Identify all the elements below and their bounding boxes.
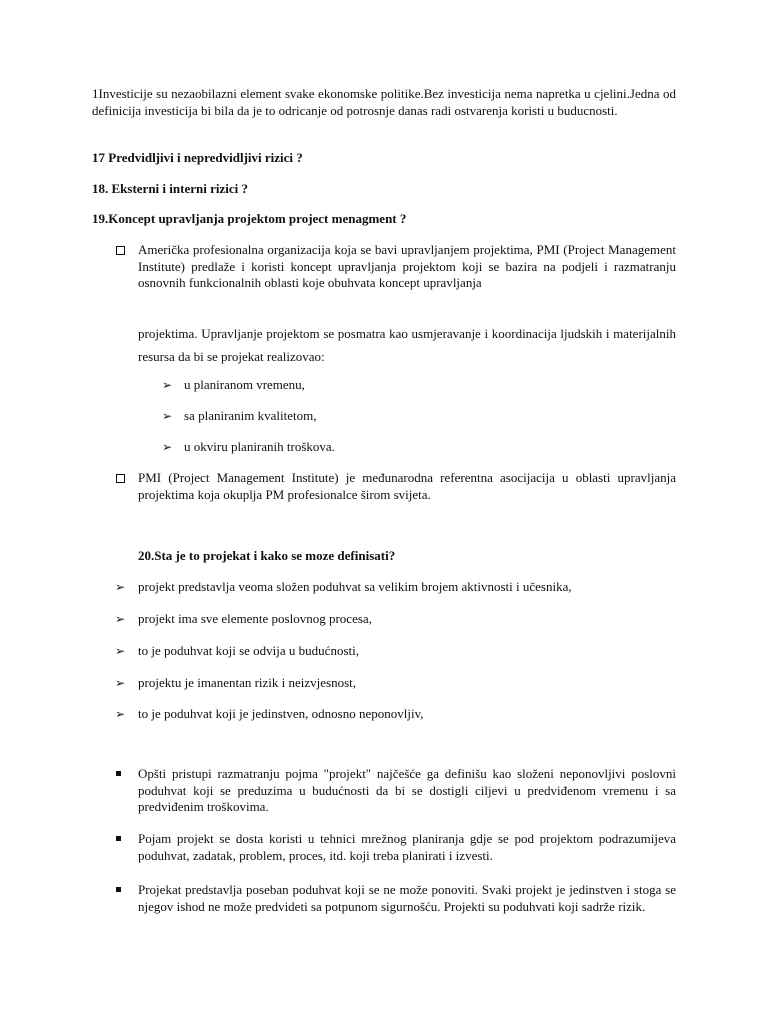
q19-sub-item: u okviru planiranih troškova. bbox=[184, 439, 335, 454]
q19-item1-continued: projektima. Upravljanje projektom se posmatra kao usmjeravanje i koordinacija ljudskih i materijalnih resursa da bi se projekat realizovao: bbox=[138, 326, 676, 364]
q20-arrow-item: projekt predstavlja veoma složen poduhvat sa velikim brojem aktivnosti i učesnika, bbox=[138, 579, 572, 594]
q19-item1-text: Američka profesionalna organizacija koja se bavi upravljanjem projektima, PMI (Project Management Institute) predlaže i koristi koncept upravljanja projektom koji se bazira na podjeli i razmatranju osnovnih funkcionalnih oblasti koje obuhvata koncept upravljanja bbox=[138, 242, 676, 290]
q19-sub-item: u planiranom vremenu, bbox=[184, 377, 305, 392]
heading-18: 18. Eksterni i interni rizici ? bbox=[92, 181, 248, 196]
q20-bullet-paragraph: Projekat predstavlja poseban poduhvat koji se ne može ponoviti. Svaki projekt je jedinstven i stoga se njegov ishod ne može predvideti sa potpunom sigurnošću. Projekti su poduhvati koji sadrže rizik. bbox=[138, 882, 676, 914]
q19-sub-item: sa planiranim kvalitetom, bbox=[184, 408, 317, 423]
heading-20: 20.Sta je to projekat i kako se moze definisati? bbox=[138, 548, 396, 563]
q20-arrow-item: projekt ima sve elemente poslovnog procesa, bbox=[138, 611, 372, 626]
q20-bullet-paragraph: Pojam projekt se dosta koristi u tehnici mrežnog planiranja gdje se pod projektom podrazumijeva poduhvat, zadatak, problem, proces, itd. koji treba planirati i izvesti. bbox=[138, 831, 676, 863]
heading-17: 17 Predvidljivi i nepredvidljivi rizici ? bbox=[92, 150, 303, 165]
checkbox-bullet-icon bbox=[116, 246, 125, 255]
arrow-bullet-icon: ➢ bbox=[115, 676, 126, 690]
q20-bullet-paragraph: Opšti pristupi razmatranju pojma "projekt" najčešće ga definišu kao složeni neponovljivi poslovni poduhvat koji se preduzima u budućnosti da bi se dostigli ciljevi u predviđenom vremenu i sa predviđenim troškovima. bbox=[138, 766, 676, 814]
square-bullet-icon bbox=[116, 836, 121, 841]
square-bullet-icon bbox=[116, 771, 121, 776]
q20-arrow-item: projektu je imanentan rizik i neizvjesnost, bbox=[138, 675, 357, 690]
q20-arrow-item: to je poduhvat koji se odvija u budućnosti, bbox=[138, 643, 359, 658]
heading-19: 19.Koncept upravljanja projektom project menagment ? bbox=[92, 211, 407, 226]
checkbox-bullet-icon bbox=[116, 474, 125, 483]
q20-arrow-item: to je poduhvat koji je jedinstven, odnosno neponovljiv, bbox=[138, 706, 424, 721]
square-bullet-icon bbox=[116, 887, 121, 892]
arrow-bullet-icon: ➢ bbox=[115, 580, 126, 594]
arrow-bullet-icon: ➢ bbox=[115, 612, 126, 626]
arrow-bullet-icon: ➢ bbox=[162, 409, 173, 423]
arrow-bullet-icon: ➢ bbox=[162, 378, 173, 392]
arrow-bullet-icon: ➢ bbox=[162, 440, 173, 454]
intro-paragraph: 1Investicije su nezaobilazni element svake ekonomske politike.Bez investicija nema napretka u cjelini.Jedna od definicija investicija bi bila da je to odricanje od potrosnje danas radi ostvarenja koristi u buducnosti. bbox=[92, 86, 676, 118]
arrow-bullet-icon: ➢ bbox=[115, 707, 126, 721]
arrow-bullet-icon: ➢ bbox=[115, 644, 126, 658]
q19-item2-text: PMI (Project Management Institute) je međunarodna referentna asocijacija u oblasti upravljanja projektima koja okuplja PM profesionalce širom svijeta. bbox=[138, 470, 676, 502]
